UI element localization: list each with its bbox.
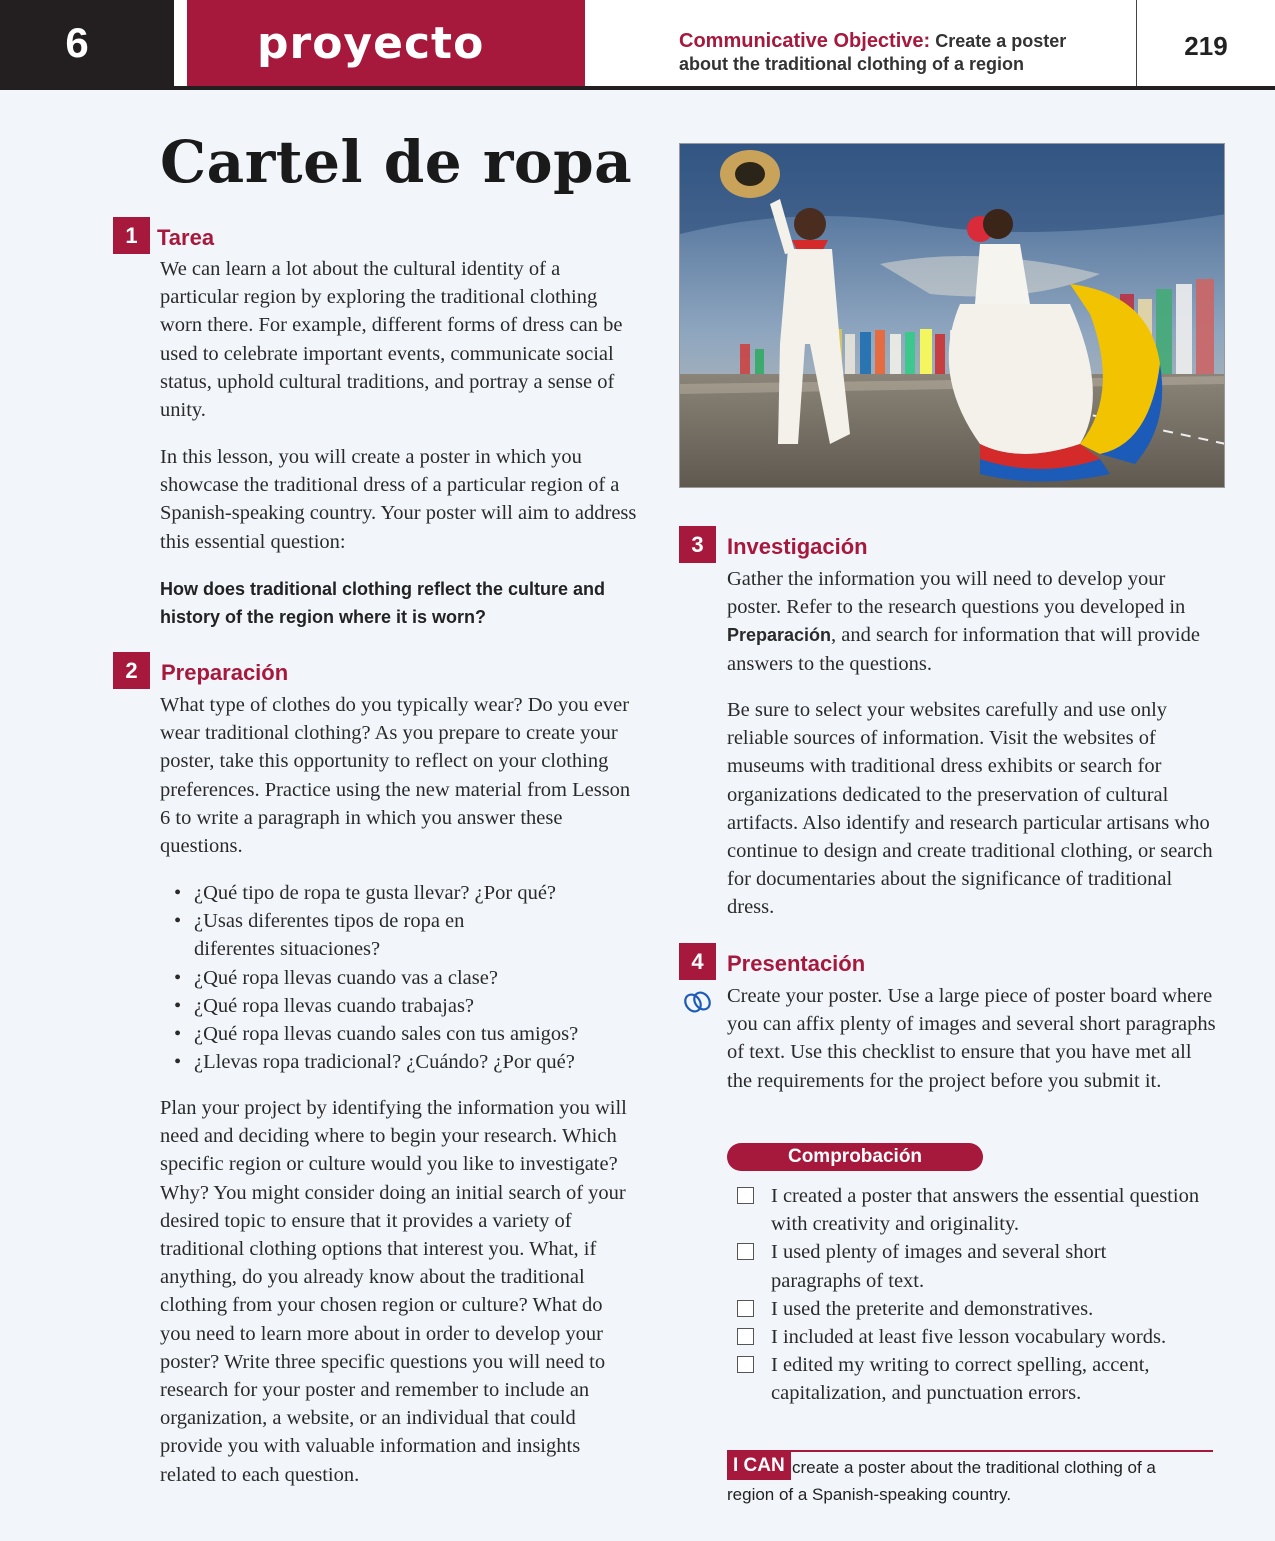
checklist-item: I edited my writing to correct spelling, accent, capitalization, and punctuation errors.: [737, 1351, 1217, 1407]
list-item: • ¿Qué ropa llevas cuando sales con tus amigos?: [174, 1020, 634, 1048]
list-item: • ¿Qué ropa llevas cuando vas a clase?: [174, 964, 634, 992]
preparacion-reference: Preparación: [727, 625, 832, 646]
ican-statement: create a poster about the traditional clothing of a region of a Spanish-speaking country.: [727, 1458, 1156, 1504]
page-header: [0, 0, 1275, 90]
checkbox[interactable]: [737, 1356, 754, 1373]
communicative-objective: [679, 30, 1119, 76]
checklist: [737, 1182, 1217, 1408]
ican-rule: [727, 1450, 1213, 1452]
section-number-1: 1: [113, 217, 150, 254]
objective-label: Communicative Objective:: [679, 30, 931, 52]
page-title: Cartel de ropa: [160, 128, 633, 196]
list-item: • ¿Qué tipo de ropa te gusta llevar? ¿Por qué?: [174, 879, 634, 907]
section-number-3: 3: [679, 526, 716, 563]
section-title-presentacion: Presentación: [727, 951, 866, 976]
list-item: • ¿Qué ropa llevas cuando trabajas?: [174, 992, 634, 1020]
checkbox[interactable]: [737, 1187, 754, 1204]
presentacion-paragraph: Create your poster. Use a large piece of poster board where you can affix plenty of images and several short paragraphs of text. Use this checklist to ensure that you have met all the requirements for the project before you submit it.: [727, 985, 1216, 1092]
section-title-investigacion: Investigación: [727, 534, 868, 559]
ican-label: I CAN: [727, 1452, 791, 1480]
tarea-paragraph-2: In this lesson, you will create a poster in which you showcase the traditional dress of a particular region of a Spanish-speaking country. Your poster will aim to address this essential question:: [160, 446, 637, 553]
objective-text: Create a poster about the traditional clothing of a region: [679, 31, 1067, 74]
checkbox[interactable]: [737, 1243, 754, 1260]
chapter-number: 6: [0, 0, 174, 86]
tarea-paragraph-1: We can learn a lot about the cultural identity of a particular region by exploring the traditional clothing worn there. For example, different forms of dress can be used to celebrate important events, communicate social status, uphold cultural traditions, and portray a sense of unity.: [160, 258, 623, 422]
checklist-item: I created a poster that answers the essential question with creativity and originality.: [737, 1182, 1217, 1238]
investigacion-paragraph-2: Be sure to select your websites carefully and use only reliable sources of information. Visit the websites of museums with traditional dress exhibits or search for organizations dedicated to the preservation of cultural artifacts. Also identify and research particular artisans who continue to design and create traditional clothing, or search for documentaries about the significance of traditional dress.: [727, 699, 1213, 919]
section-title-preparacion: Preparación: [161, 660, 289, 685]
essential-question: How does traditional clothing reflect the culture and history of the region where it is worn?: [160, 579, 606, 627]
section-title-tarea: Tarea: [157, 225, 215, 250]
checkbox[interactable]: [737, 1328, 754, 1345]
dancers-photo: [679, 143, 1225, 488]
section-number-4: 4: [679, 943, 716, 980]
section-number-2: 2: [113, 652, 150, 689]
checklist-title: Comprobación: [727, 1143, 983, 1171]
checklist-item: I used the preterite and demonstratives.: [737, 1295, 1217, 1323]
list-item: • ¿Llevas ropa tradicional? ¿Cuándo? ¿Por qué?: [174, 1048, 634, 1076]
checklist-item: I included at least five lesson vocabulary words.: [737, 1323, 1217, 1351]
section-label: proyecto: [187, 0, 585, 86]
checklist-item: I used plenty of images and several short paragraphs of text.: [737, 1238, 1177, 1294]
page-number: 219: [1184, 30, 1228, 61]
preparacion-paragraph-2: Plan your project by identifying the information you will need and deciding where to begin your research. Which specific region or culture would you like to investigate? Why? You might consider doing an initial search of your desired topic to ensure that it provides a variety of traditional clothing options that interest you. What, if anything, do you already know about the traditional clothing from your chosen region or culture? What do you need to learn more about in order to develop your poster? Write three specific questions you will need to research for your poster and remember to include an organization, a website, or an individual that could provide you with valuable information and insights related to each question.: [160, 1097, 627, 1486]
checkbox[interactable]: [737, 1300, 754, 1317]
preparacion-paragraph-1: What type of clothes do you typically wear? Do you ever wear traditional clothing? As you prepare to create your poster, take this opportunity to reflect on your clothing preferences. Practice using the new material from Lesson 6 to write a paragraph in which you answer these questions.: [160, 694, 631, 858]
question-list: [174, 879, 634, 1076]
list-item: • ¿Usas diferentes tipos de ropa en diferentes situaciones?: [174, 907, 504, 963]
investigacion-paragraph-1: Gather the information you will need to develop your poster. Refer to the research questions you developed in Preparación, and search for information that will provide answers to the questions.: [727, 568, 1200, 675]
header-rule: [0, 86, 1275, 90]
collaboration-icon: [683, 990, 713, 1014]
